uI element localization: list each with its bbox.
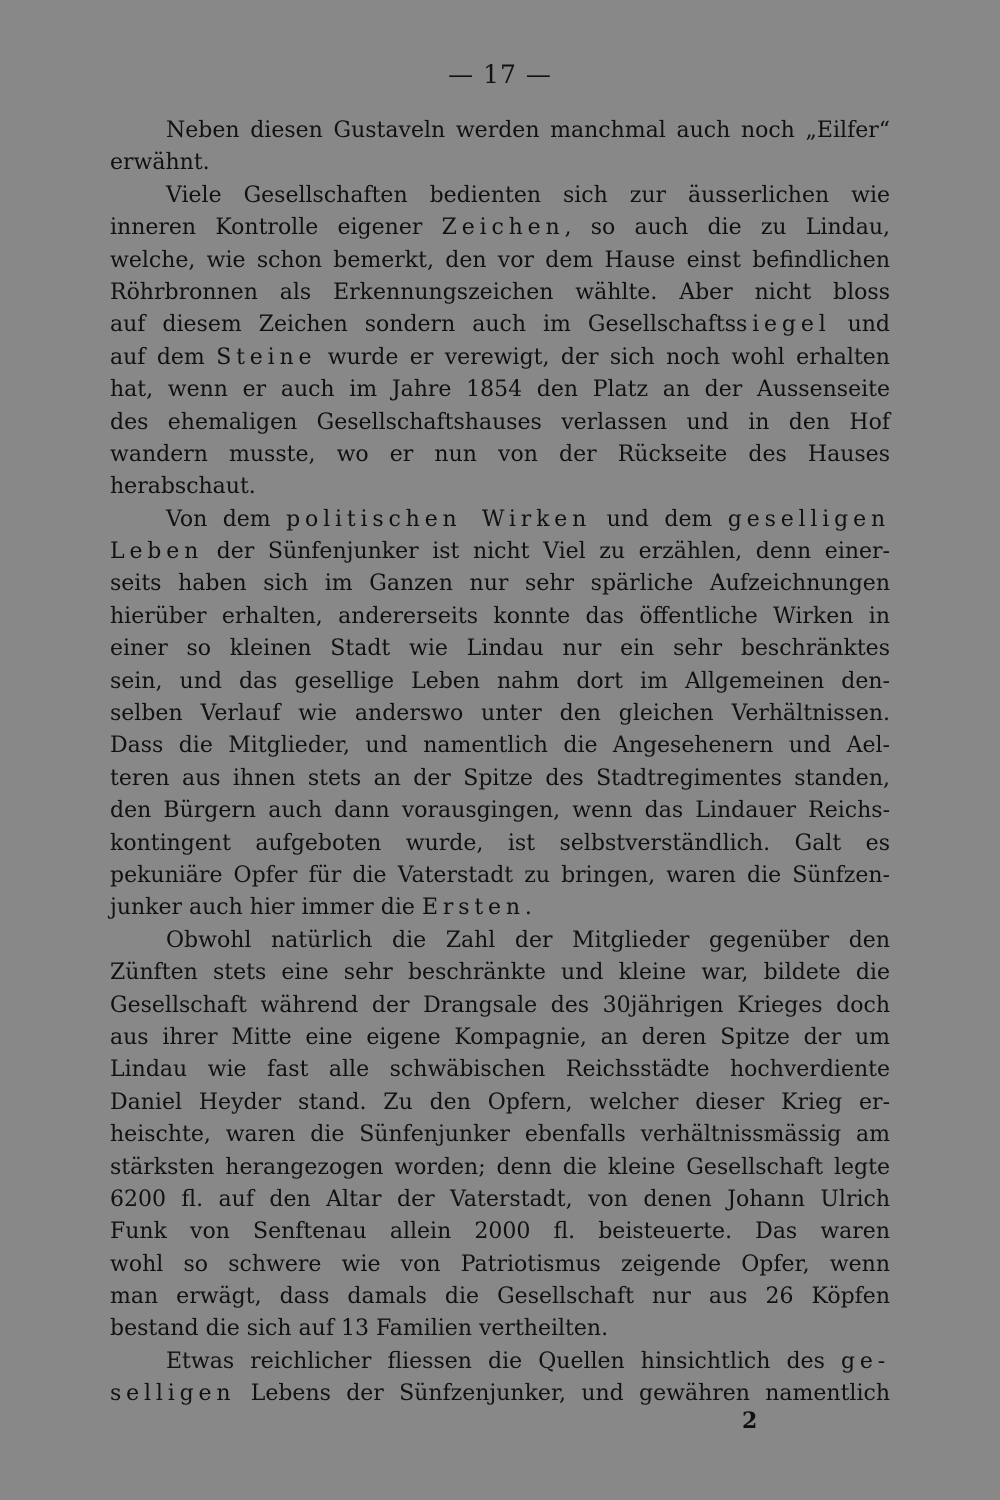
text-line [110, 1216, 890, 1248]
text-segment: wandern musste, wo er nun von der Rückseite des Hauses [110, 441, 890, 467]
text-line [110, 925, 890, 957]
text-segment: selben Verlauf wie anderswo unter den gleichen Verhältnissen. [110, 701, 890, 727]
page-number: — 17 — [448, 60, 552, 89]
text-segment: des ehemaligen Gesellschaftshauses verlassen und in den Hof [110, 409, 890, 435]
text-segment: der Sünfenjunker ist nicht Viel zu erzählen, denn einer- [203, 539, 890, 565]
text-line [110, 666, 890, 698]
text-segment: auf diesem Zeichen sondern auch im Gesellschafts [110, 312, 737, 338]
text-segment: einer so kleinen Stadt wie Lindau nur ein sehr beschränktes [110, 636, 890, 662]
spaced-emphasis: Steine [216, 344, 317, 370]
text-line [110, 730, 890, 762]
text-line [110, 860, 890, 892]
text-line [110, 601, 890, 633]
text-line [110, 1313, 890, 1345]
paragraph [110, 504, 890, 925]
text-segment: Dass die Mitglieder, und namentlich die Angesehenern und Ael- [110, 733, 890, 759]
text-segment: den Bürgern auch dann vorausgingen, wenn das Lindauer Reichs- [110, 798, 890, 824]
paragraph [110, 180, 890, 504]
text-line [110, 1346, 890, 1378]
text-line [110, 1022, 890, 1054]
text-segment: seits haben sich im Ganzen nur sehr spärliche Aufzeichnungen [110, 571, 890, 597]
text-segment: wohl so schwere wie von Patriotismus zeigende Opfer, wenn [110, 1251, 890, 1277]
text-segment: hierüber erhalten, andererseits konnte das öffentliche Wirken in [110, 603, 890, 629]
text-segment: heischte, waren die Sünfenjunker ebenfalls verhältnissmässig am [110, 1122, 890, 1148]
text-segment: Funk von Senftenau allein 2000 fl. beisteuerte. Das waren [110, 1219, 890, 1245]
signature-mark: 2 [742, 1408, 758, 1434]
text-segment: und [830, 312, 890, 338]
text-segment: 6200 fl. auf den Altar der Vaterstadt, von denen Johann Ulrich [110, 1186, 890, 1212]
text-segment: stärksten herangezogen worden; denn die kleine Gesellschaft legte [110, 1154, 890, 1180]
text-segment: welche, wie schon bemerkt, den vor dem Hause einst befindlichen [110, 247, 890, 273]
spaced-emphasis: politischen Wirken [286, 506, 592, 532]
text-segment: erwähnt. [110, 150, 210, 176]
text-segment: Obwohl natürlich die Zahl der Mitglieder gegenüber den [166, 927, 890, 953]
text-line [110, 892, 890, 924]
text-segment: Lindau wie fast alle schwäbischen Reichsstädte hochverdiente [110, 1057, 890, 1083]
text-segment: junker auch hier immer die [110, 895, 422, 921]
text-segment: sein, und das gesellige Leben nahm dort im Allgemeinen den- [110, 668, 890, 694]
text-segment: herabschaut. [110, 474, 256, 500]
text-line [110, 115, 890, 147]
text-segment: hat, wenn er auch im Jahre 1854 den Platz an der Aussenseite [110, 377, 890, 403]
text-line [110, 277, 890, 309]
text-line [110, 568, 890, 600]
spaced-emphasis: siegel [736, 312, 831, 338]
text-segment: Von dem [166, 506, 287, 532]
text-line [110, 1184, 890, 1216]
text-line [110, 698, 890, 730]
paragraph [110, 1346, 890, 1411]
text-segment: Röhrbronnen als Erkennungszeichen wählte. Aber nicht bloss [110, 279, 890, 305]
text-segment: bestand die sich auf 13 Familien vertheilten. [110, 1316, 609, 1342]
text-line [110, 1054, 890, 1086]
text-segment: Neben diesen Gustaveln werden manchmal auch noch „Eilfer“ [166, 118, 890, 143]
text-segment: und dem [591, 506, 728, 532]
text-line [110, 342, 890, 374]
text-line [110, 1249, 890, 1281]
paragraph [110, 115, 890, 180]
text-line [110, 536, 890, 568]
text-line [110, 407, 890, 439]
text-line [110, 309, 890, 341]
text-segment: Viele Gesellschaften bedienten sich zur äusserlichen wie [166, 182, 890, 208]
spaced-emphasis: ge- [840, 1348, 890, 1374]
body-text [110, 115, 890, 1411]
text-segment: auf dem [110, 344, 217, 370]
spaced-emphasis: selligen [110, 1381, 236, 1407]
text-line [110, 1087, 890, 1119]
text-segment: kontingent aufgeboten wurde, ist selbstverständlich. Galt es [110, 830, 890, 856]
text-segment: aus ihrer Mitte eine eigene Kompagnie, an deren Spitze der um [110, 1024, 890, 1050]
text-line [110, 828, 890, 860]
text-segment: Gesellschaft während der Drangsale des 30jährigen Krieges doch [110, 992, 890, 1018]
text-segment: Daniel Heyder stand. Zu den Opfern, welcher dieser Krieg er- [110, 1089, 890, 1115]
text-line [110, 1152, 890, 1184]
spaced-emphasis: Leben [110, 539, 204, 565]
text-segment: , so auch die zu Lindau, [564, 215, 890, 241]
text-segment: Etwas reichlicher fliessen die Quellen hinsichtlich des [166, 1348, 841, 1374]
text-line [110, 1119, 890, 1151]
text-segment: wurde er verewigt, der sich noch wohl erhalten [316, 344, 890, 370]
text-line [110, 245, 890, 277]
text-line [110, 1378, 890, 1410]
text-line [110, 1281, 890, 1313]
text-line [110, 147, 890, 179]
text-line [110, 957, 890, 989]
text-segment: Zünften stets eine sehr beschränkte und kleine war, bildete die [110, 960, 890, 986]
text-line [110, 504, 890, 536]
text-line [110, 763, 890, 795]
text-segment: pekuniäre Opfer für die Vaterstadt zu bringen, waren die Sünfzen- [110, 862, 890, 888]
spaced-emphasis: Ersten [421, 895, 525, 921]
text-line [110, 795, 890, 827]
paragraph [110, 925, 890, 1346]
text-line [110, 990, 890, 1022]
text-line [110, 633, 890, 665]
text-line [110, 180, 890, 212]
spaced-emphasis: Zeichen [441, 215, 565, 241]
text-line [110, 471, 890, 503]
text-line [110, 212, 890, 244]
text-segment: Lebens der Sünfzenjunker, und gewähren namentlich [235, 1381, 890, 1407]
spaced-emphasis: geselligen [727, 506, 890, 532]
text-segment: . [524, 895, 532, 921]
text-line [110, 439, 890, 471]
text-segment: man erwägt, dass damals die Gesellschaft nur aus 26 Köpfen [110, 1284, 890, 1310]
text-line [110, 374, 890, 406]
text-segment: inneren Kontrolle eigener [110, 215, 442, 241]
text-segment: teren aus ihnen stets an der Spitze des Stadtregimentes standen, [110, 765, 890, 791]
